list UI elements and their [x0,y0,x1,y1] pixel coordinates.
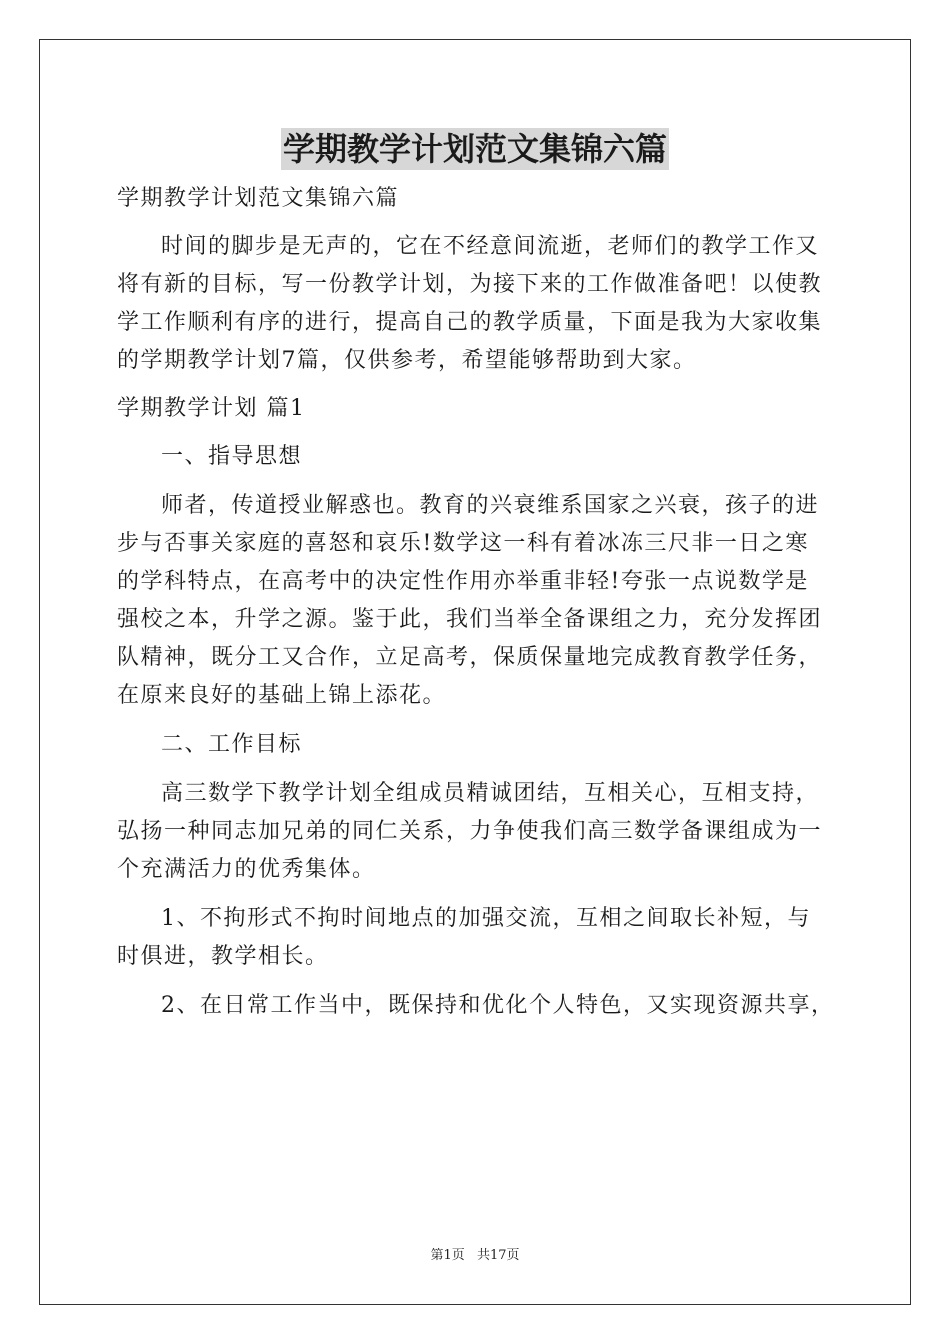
heading-work-goals: 二、工作目标 [161,732,303,757]
work-goals-paragraph [117,775,839,889]
list-item-line: 1、不拘形式不拘时间地点的加强交流，互相之间取长补短，与 [161,906,811,931]
list-item-2 [117,987,839,1025]
intro-line: 学工作顺利有序的进行，提高自己的教学质量，下面是我为大家收集 [117,310,823,335]
page-footer [0,1247,950,1265]
heading-1-paragraph [117,438,839,476]
page-number: 第1页 [430,1248,465,1263]
total-pages: 共17页 [476,1248,520,1263]
body-line: 个充满活力的优秀集体。 [117,857,376,882]
body-line: 的学科特点，在高考中的决定性作用亦举重非轻!夸张一点说数学是 [117,569,809,594]
body-line: 队精神，既分工又合作，立足高考，保质保量地完成教育教学任务， [117,645,823,670]
list-item-1 [117,900,839,976]
guiding-ideology-paragraph [117,487,839,715]
list-item-line: 2、在日常工作当中，既保持和优化个人特色，又实现资源共享， [161,993,835,1018]
document-subtitle: 学期教学计划范文集锦六篇 [117,186,400,211]
document-body [117,180,839,1025]
heading-2-paragraph [117,726,839,764]
body-line: 步与否事关家庭的喜怒和哀乐!数学这一科有着冰冻三尺非一日之寒 [117,531,809,556]
section-heading: 学期教学计划 篇1 [117,396,306,421]
body-line: 师者，传道授业解惑也。教育的兴衰维系国家之兴衰，孩子的进 [161,493,820,518]
body-line: 高三数学下教学计划全组成员精诚团结，互相关心，互相支持， [161,781,820,806]
intro-paragraph [117,228,839,380]
intro-line: 将有新的目标，写一份教学计划，为接下来的工作做准备吧！以使教 [117,272,823,297]
subtitle-paragraph [117,180,839,218]
heading-guiding-ideology: 一、指导思想 [161,444,303,469]
title-container [0,128,950,170]
body-line: 弘扬一种同志加兄弟的同仁关系，力争使我们高三数学备课组成为一 [117,819,823,844]
list-item-line: 时俱进，教学相长。 [117,944,329,969]
body-line: 强校之本，升学之源。鉴于此，我们当举全备课组之力，充分发挥团 [117,607,823,632]
section-heading-paragraph [117,390,839,428]
intro-line: 的学期教学计划7篇，仅供参考，希望能够帮助到大家。 [117,348,697,373]
document-title: 学期教学计划范文集锦六篇 [282,130,667,168]
intro-line: 时间的脚步是无声的，它在不经意间流逝，老师们的教学工作又 [161,234,820,259]
body-line: 在原来良好的基础上锦上添花。 [117,683,447,708]
